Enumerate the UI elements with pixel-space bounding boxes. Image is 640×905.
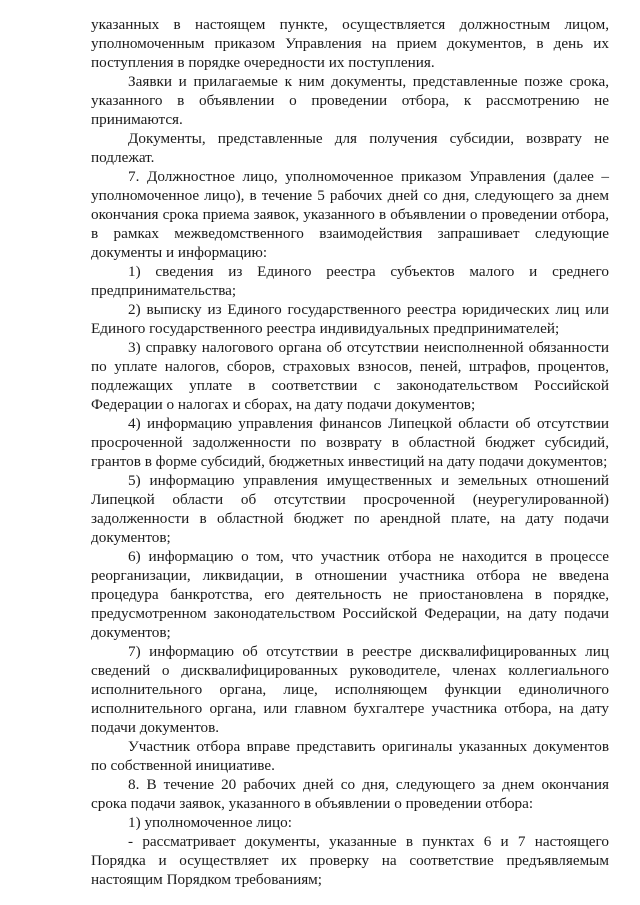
paragraph-item-7: 7. Должностное лицо, уполномоченное приказом Управления (далее – уполномоченное лицо), в течение 5 рабочих дней со дня, следующего за днем окончания срока приема заявок, указанного в объявлении о проведении отбора, в рамках межведомственного взаимодействия запрашивает следующие документы и информацию:	[91, 168, 609, 261]
paragraph-continuation: указанных в настоящем пункте, осуществляется должностным лицом, уполномоченным приказом Управления на прием документов, в день их поступления в порядке очередности их поступления.	[91, 16, 609, 71]
list-item-2: 2) выписку из Единого государственного реестра юридических лиц или Единого государственного реестра индивидуальных предпринимателей;	[91, 301, 609, 337]
list-item-5: 5) информацию управления имущественных и земельных отношений Липецкой области об отсутствии просроченной (неурегулированной) задолженности в областной бюджет по арендной плате, на дату подачи документов;	[91, 472, 609, 546]
paragraph-originals: Участник отбора вправе представить оригиналы указанных документов по собственной инициативе.	[91, 738, 609, 774]
list-item-4: 4) информацию управления финансов Липецкой области об отсутствии просроченной задолженности по возврату в областной бюджет субсидий, грантов в форме субсидий, бюджетных инвестиций на дату подачи документов;	[91, 415, 609, 470]
sub-item-dash: - рассматривает документы, указанные в пунктах 6 и 7 настоящего Порядка и осуществляет их проверку на соответствие предъявляемым настоящим Порядком требованиям;	[91, 833, 609, 888]
list-item-1: 1) сведения из Единого реестра субъектов малого и среднего предпринимательства;	[91, 263, 609, 299]
list-item-6: 6) информацию о том, что участник отбора не находится в процессе реорганизации, ликвидации, в отношении участника отбора не введена процедура банкротства, его деятельность не приостановлена в порядке, предусмотренном законодательством Российской Федерации, на дату подачи документов;	[91, 548, 609, 641]
list-item-3: 3) справку налогового органа об отсутствии неисполненной обязанности по уплате налогов, сборов, страховых взносов, пеней, штрафов, процентов, подлежащих уплате в соответствии с законодательством Российской Федерации о налогах и сборах, на дату подачи документов;	[91, 339, 609, 413]
paragraph-late-applications: Заявки и прилагаемые к ним документы, представленные позже срока, указанного в объявлении о проведении отбора, к рассмотрению не принимаются.	[91, 73, 609, 128]
sub-item-1: 1) уполномоченное лицо:	[128, 814, 292, 831]
document-page	[91, 15, 609, 889]
paragraph-item-8: 8. В течение 20 рабочих дней со дня, следующего за днем окончания срока подачи заявок, указанного в объявлении о проведении отбора:	[91, 776, 609, 812]
list-item-7: 7) информацию об отсутствии в реестре дисквалифицированных лиц сведений о дисквалифицированных руководителе, членах коллегиального исполнительного органа, лице, исполняющем функции единоличного исполнительного органа, или главном бухгалтере участника отбора, на дату подачи документов.	[91, 643, 609, 736]
paragraph-no-return: Документы, представленные для получения субсидии, возврату не подлежат.	[91, 130, 609, 166]
